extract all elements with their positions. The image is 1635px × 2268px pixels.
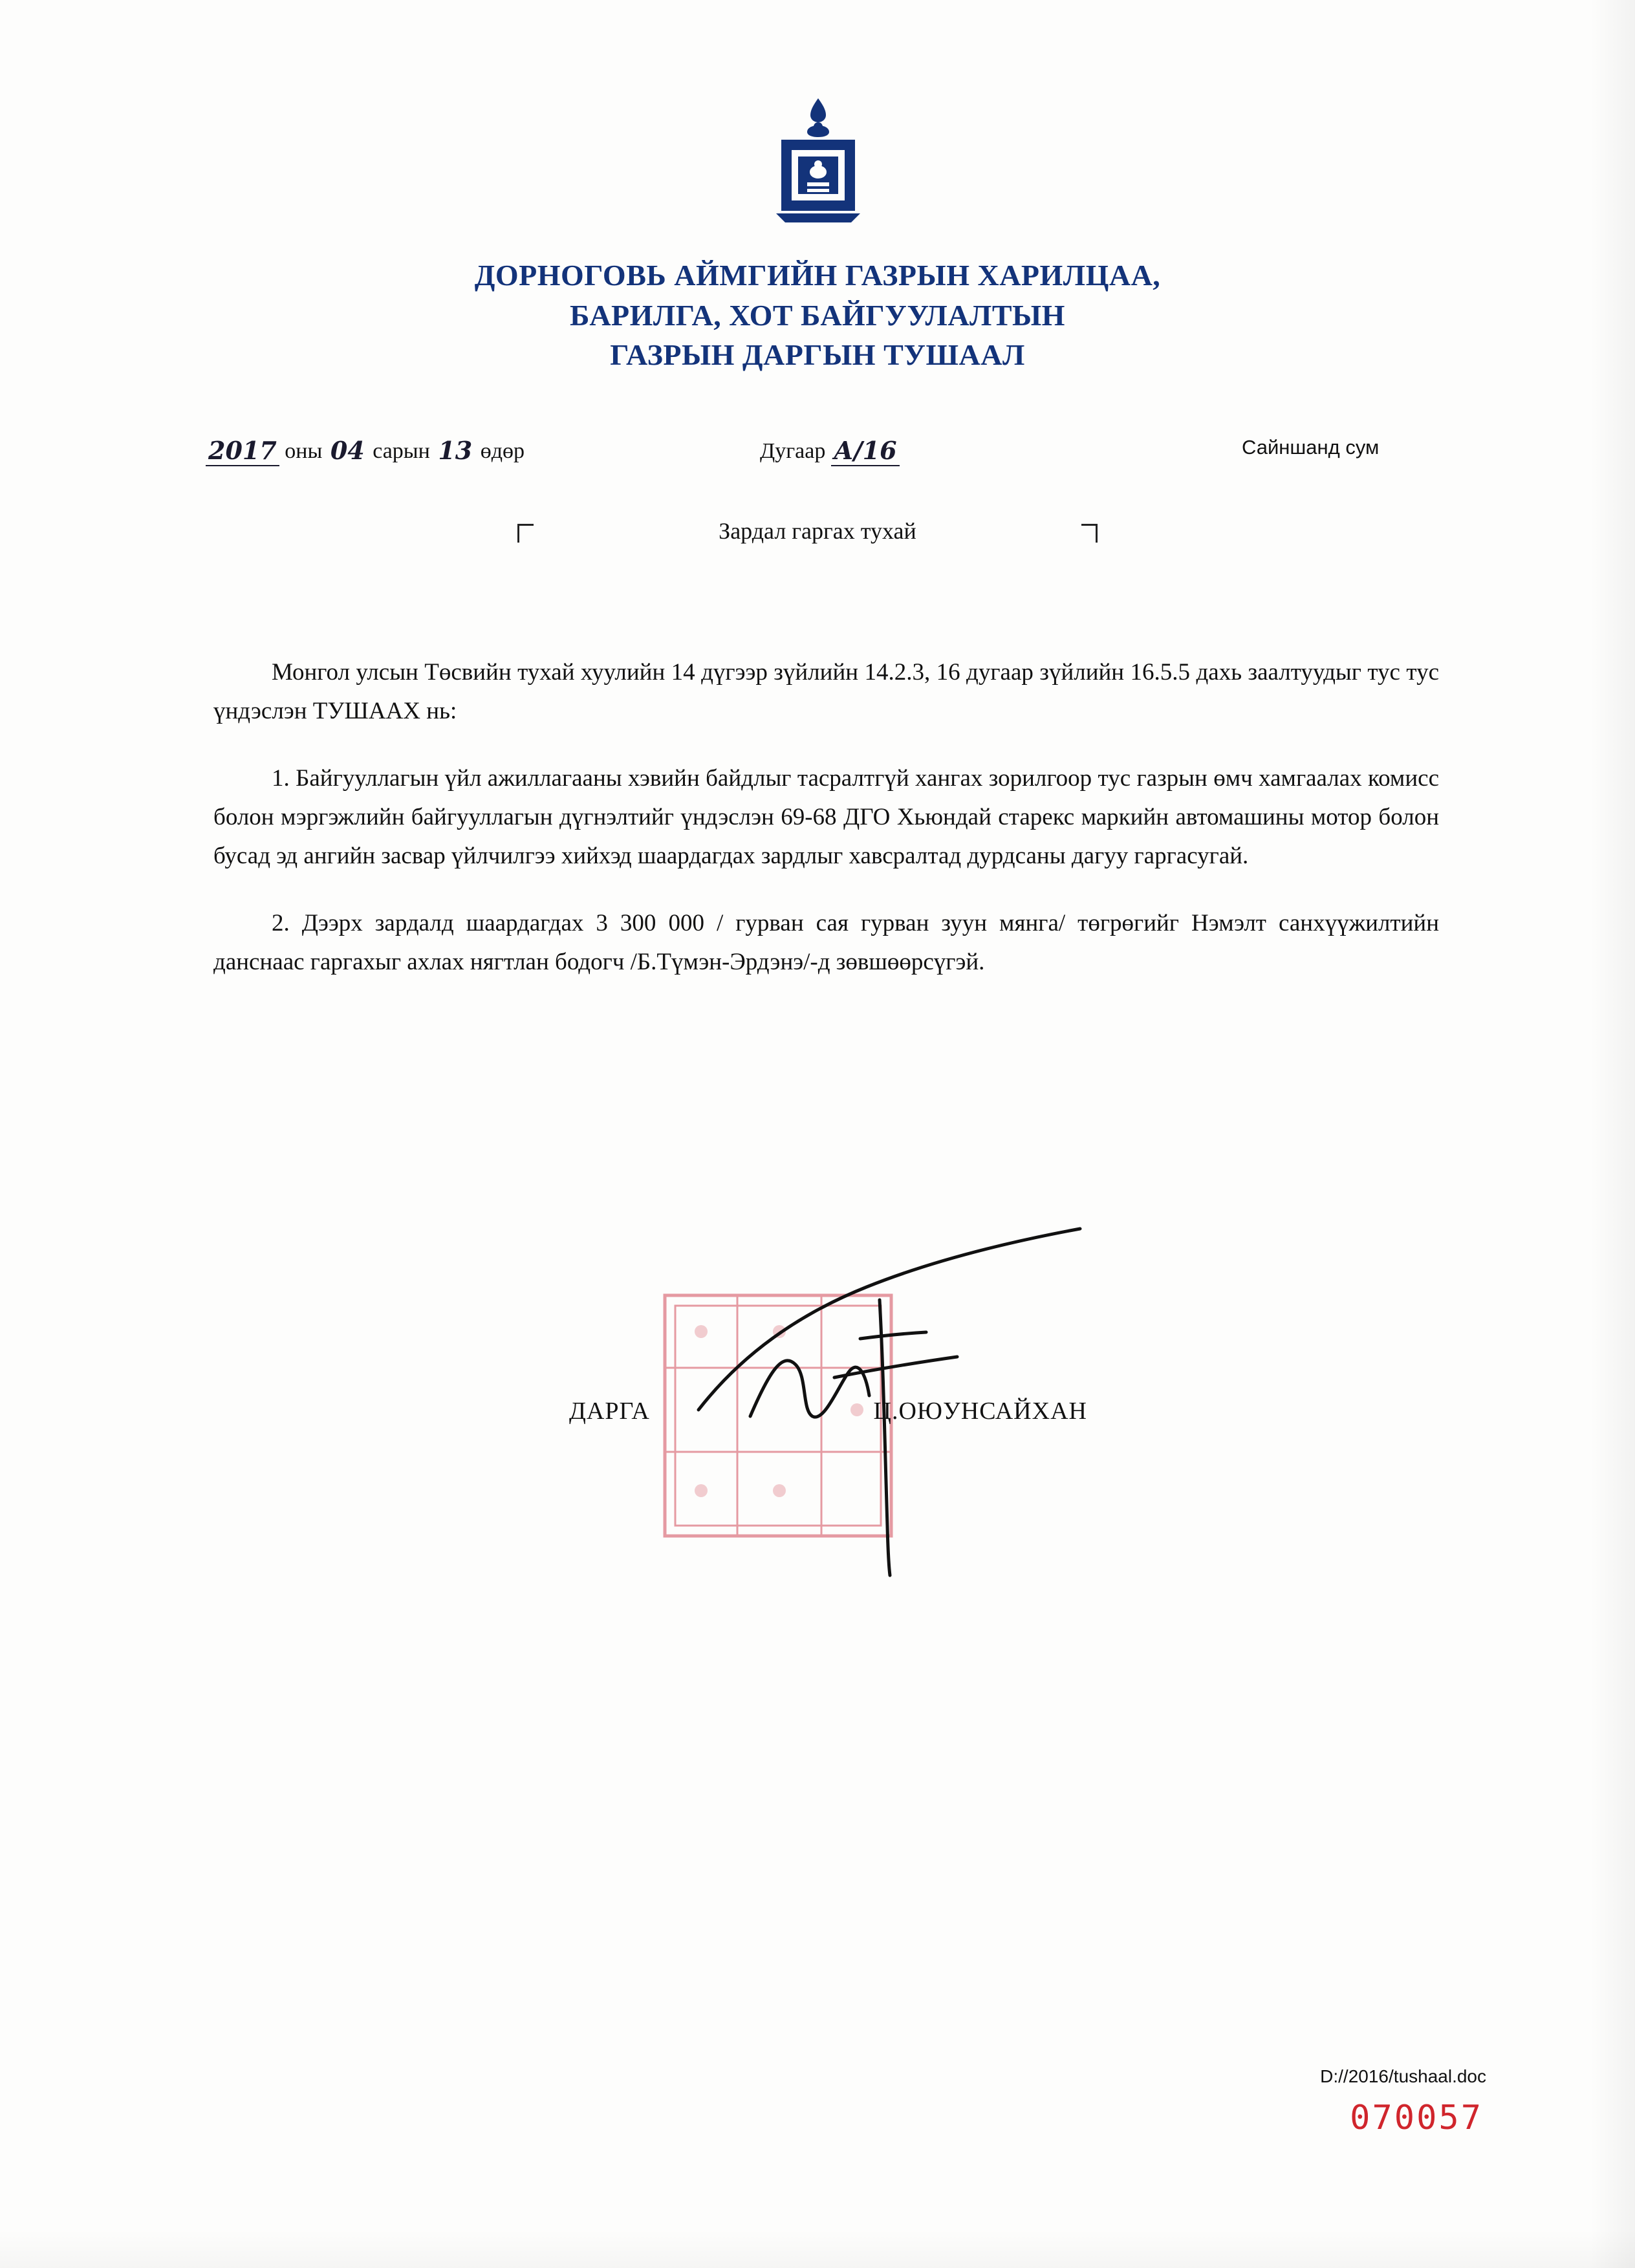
number-value: А/16	[831, 436, 900, 466]
date-day-value: 13	[438, 436, 473, 465]
document-header	[0, 255, 1635, 375]
header-line-1: ДОРНОГОВЬ АЙМГИЙН ГАЗРЫН ХАРИЛЦАА,	[474, 259, 1161, 292]
date-year-value: 2017	[206, 436, 279, 466]
subject-block	[0, 517, 1635, 563]
footer-registration-number: 070057	[1350, 2099, 1483, 2137]
signature-line	[569, 1397, 1087, 1425]
scan-edge-right	[1590, 0, 1635, 2268]
document-meta-row	[0, 435, 1635, 473]
signature-title: ДАРГА	[569, 1398, 650, 1425]
date-month-value: 04	[330, 436, 365, 465]
document-place: Сайншанд сум	[1242, 436, 1380, 459]
paragraph-item-2: 2. Дээрх зардалд шаардагдах 3 300 000 / гурван сая гурван зуун мянга/ төгрөгийг Нэмэлт санхүүжилтийн данснаас гаргахыг ахлах нягтлан бодогч /Б.Түмэн-Эрдэнэ/-д зөвшөөрсүгэй.	[213, 909, 1439, 975]
header-line-2: БАРИЛГА, ХОТ БАЙГУУЛАЛТЫН	[570, 298, 1065, 332]
header-line-3: ГАЗРЫН ДАРГЫН ТУШААЛ	[610, 338, 1025, 372]
document-number	[760, 435, 900, 464]
document-body	[213, 653, 1439, 1010]
date-month-label: сарын	[373, 439, 430, 463]
document-date	[206, 435, 525, 464]
paragraph-item-1: 1. Байгууллагын үйл ажиллагааны хэвийн байдлыг тасралтгүй хангах зорилгоор тус газрын өмч хамгаалах комисс болон мэргэжлийн байгууллагын дүгнэлтийг үндэслэн 69-68 ДГО Хьюндай старекс маркийн автомашины мотор болон бусад эд ангийн засвар үйлчилгээ хийхэд шаардагдах зардлыг хавсралтад дурдсаны дагуу гаргасугай.	[213, 764, 1439, 869]
subject-line: Зардал гаргах тухай	[719, 518, 916, 544]
signature-name: Ц.ОЮУНСАЙХАН	[873, 1398, 1087, 1425]
number-label: Дугаар	[760, 439, 826, 463]
paragraph-intro: Монгол улсын Төсвийн тухай хуулийн 14 дүгээр зүйлийн 14.2.3, 16 дугаар зүйлийн 16.5.5 дахь заалтуудыг тус тус үндэслэн ТУШААХ нь:	[213, 659, 1439, 724]
date-day-label: өдөр	[480, 439, 525, 463]
date-year-label: оны	[285, 439, 323, 463]
bracket-right-icon	[1081, 524, 1098, 543]
scan-edge-bottom	[0, 2229, 1635, 2268]
soyombo-emblem	[750, 97, 886, 226]
footer-file-path: D://2016/tushaal.doc	[1320, 2066, 1486, 2086]
